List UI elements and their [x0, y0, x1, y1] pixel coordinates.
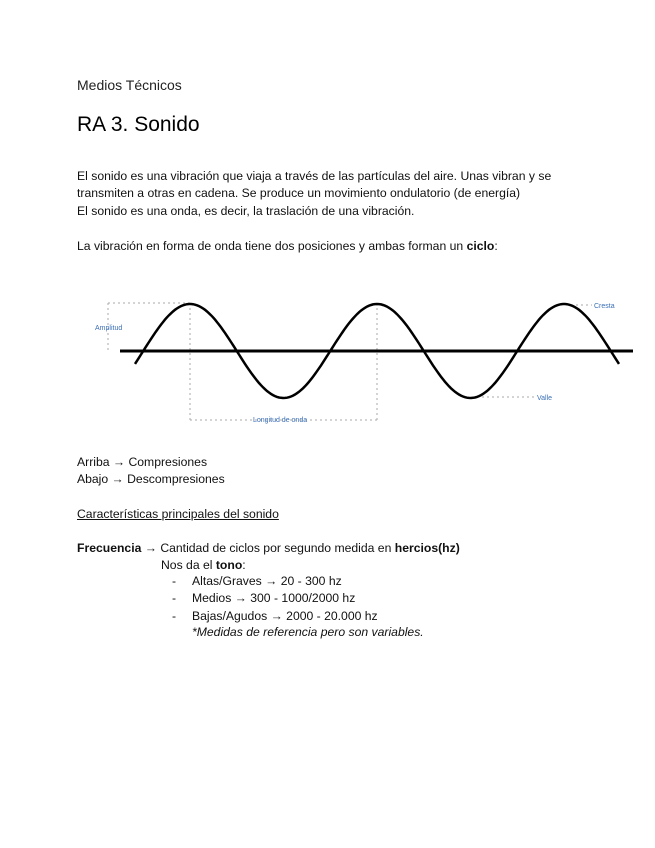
position-down: Abajo → Descompresiones	[77, 472, 225, 487]
cycle-bold: ciclo	[466, 239, 495, 253]
positions-list	[77, 454, 637, 489]
frequency-description: → Cantidad de ciclos por segundo medida en	[141, 541, 395, 555]
position-up: Arriba → Compresiones	[77, 455, 208, 469]
trough-label: Valle	[537, 395, 553, 402]
tone-suffix: :	[242, 558, 246, 572]
subject-label: Medios Técnicos	[77, 77, 182, 93]
list-dash: -	[172, 591, 177, 606]
frequency-ranges-list	[172, 573, 378, 625]
list-dash: -	[172, 608, 177, 623]
characteristics-heading: Características principales del sonido	[77, 507, 279, 521]
list-item	[172, 573, 378, 590]
intro-paragraph	[77, 168, 637, 220]
cycle-text: La vibración en forma de onda tiene dos posiciones y ambas forman un	[77, 239, 467, 253]
range-high: Altas/Graves → 20 - 300 hz	[192, 574, 342, 588]
frequency-line	[77, 540, 637, 557]
wavelength-label: Longitud de onda	[253, 417, 308, 424]
cycle-colon: :	[494, 239, 498, 253]
list-item	[172, 608, 378, 625]
list-dash: -	[172, 574, 177, 588]
crest-label: Cresta	[594, 303, 615, 310]
range-low: Bajas/Agudos → 2000 - 20.000 hz	[192, 608, 378, 623]
frequency-unit: hercios(hz)	[394, 541, 460, 555]
wave-diagram	[78, 280, 638, 430]
tone-line	[161, 557, 246, 574]
cycle-paragraph	[77, 238, 637, 255]
reference-note: *Medidas de referencia pero son variables.	[192, 625, 424, 639]
amplitude-label: Amplitud	[95, 325, 123, 332]
tone-bold: tono	[215, 558, 243, 572]
frequency-term: Frecuencia	[77, 541, 142, 555]
list-item	[172, 590, 378, 607]
page-title: RA 3. Sonido	[77, 113, 200, 136]
tone-prefix: Nos da el	[161, 558, 216, 572]
intro-line-3: El sonido es una onda, es decir, la traslación de una vibración.	[77, 203, 415, 218]
range-mid: Medios → 300 - 1000/2000 hz	[192, 591, 356, 606]
intro-line-2: transmiten a otras en cadena. Se produce un movimiento ondulatorio (de energía)	[77, 186, 521, 201]
intro-line-1: El sonido es una vibración que viaja a través de las partículas del aire. Unas vibran y se	[77, 169, 552, 183]
